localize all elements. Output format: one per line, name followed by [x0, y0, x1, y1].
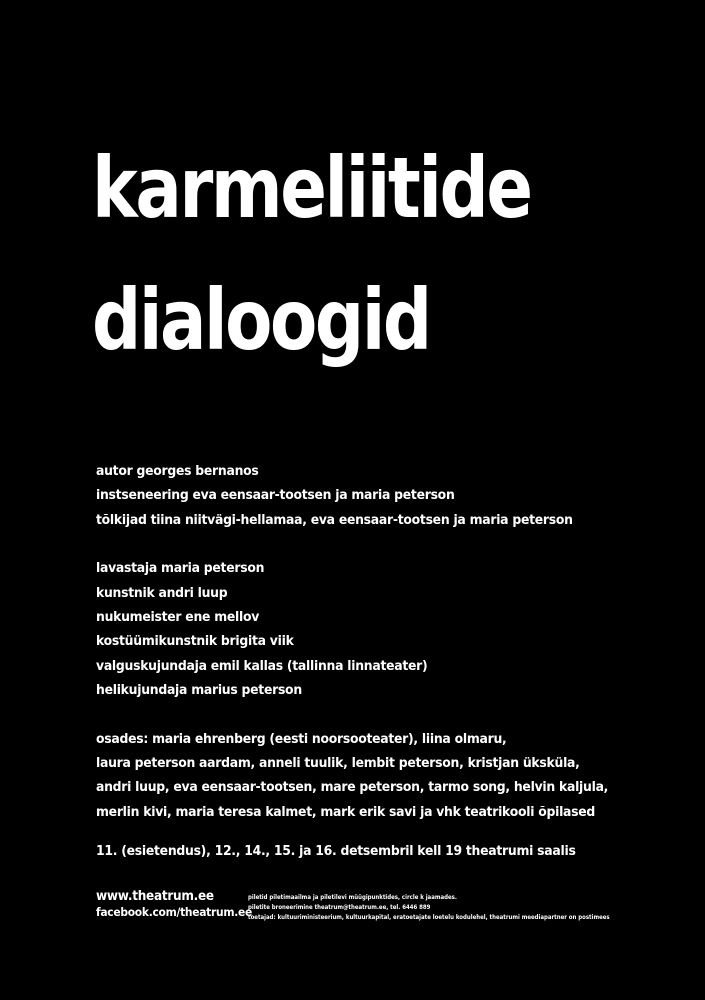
- cast-line: laura peterson aardam, anneli tuulik, lembit peterson, kristjan üksküla,: [96, 755, 580, 772]
- booking-info-line: piletite broneerimine theatrum@theatrum.ee, tel. 6446 889: [248, 904, 431, 911]
- poster-title-line-2: dialoogid: [92, 271, 430, 369]
- cast-line: merlin kivi, maria teresa kalmet, mark erik savi ja vhk teatrikooli õpilased: [96, 803, 596, 820]
- credit-costume-artist: kostüümikunstnik brigita viik: [96, 633, 294, 650]
- credit-artist: kunstnik andri luup: [96, 584, 228, 601]
- credits-block: [96, 459, 696, 824]
- ticket-info-line: piletid piletimaailma ja piletilevi müügipunktides, circle k jaamades.: [248, 894, 457, 901]
- credit-puppet-master: nukumeister ene mellov: [96, 609, 260, 626]
- credit-lighting-designer: valguskujundaja emil kallas (tallinna linnateater): [96, 657, 428, 674]
- ticket-info: [248, 893, 610, 923]
- credit-sound-designer: helikujundaja marius peterson: [96, 682, 302, 699]
- credit-director: lavastaja maria peterson: [96, 560, 265, 577]
- spacer: [96, 703, 696, 727]
- website-link[interactable]: www.theatrum.ee: [96, 889, 214, 904]
- credit-adaptation: instseneering eva eensaar-tootsen ja maria peterson: [96, 487, 455, 504]
- poster-title-line-1: karmeliitide: [92, 139, 531, 237]
- spacer: [96, 532, 696, 556]
- facebook-link[interactable]: facebook.com/theatrum.ee: [96, 905, 252, 919]
- cast-line: osades: maria ehrenberg (eesti noorsooteater), liina olmaru,: [96, 730, 507, 747]
- sponsors-line: toetajad: kultuuriministeerium, kultuurkapital, eratoetajate loetelu kodulehel, theatrumi meediapartner on postimees: [248, 914, 610, 921]
- footer-links: [96, 888, 252, 918]
- credit-author: autor georges bernanos: [96, 463, 259, 479]
- credit-translators: tõlkijad tiina niitvägi-hellamaa, eva eensaar-tootsen ja maria peterson: [96, 511, 573, 528]
- performance-dates: 11. (esietendus), 12., 14., 15. ja 16. detsembril kell 19 theatrumi saalis: [96, 843, 576, 859]
- cast-line: andri luup, eva eensaar-tootsen, mare peterson, tarmo song, helvin kaljula,: [96, 779, 609, 796]
